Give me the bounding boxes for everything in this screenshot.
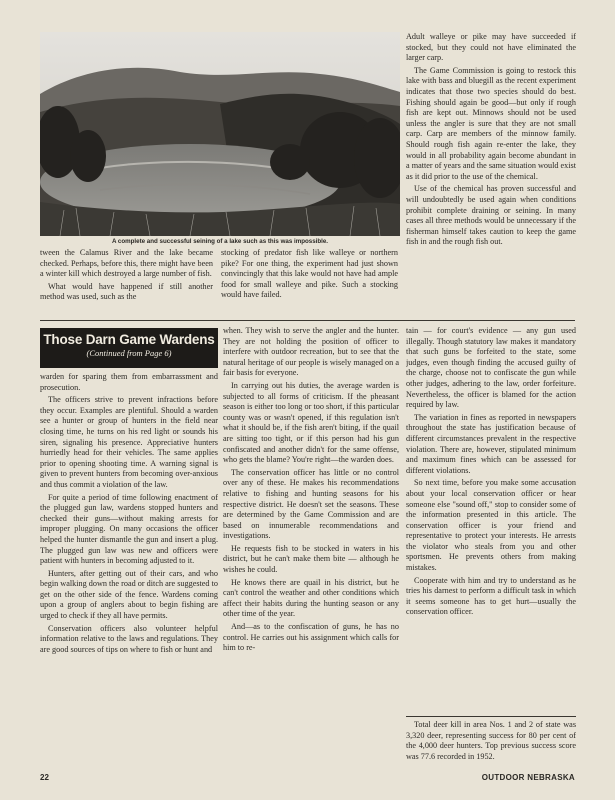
- paragraph: tain — for court's evidence — any gun used illegally. Though statutory law makes it mandatory that such guns be forfeited to the state, some judges, even though finding the accused guilty of the charge, choose not to confiscate the gun while other judges, adhering to the law, order forfeiture. Nevertheless, the officer is blamed for the action required by law.: [406, 326, 576, 410]
- paragraph: stocking of predator fish like walleye or northern pike? For one thing, the experiment had just shown convincingly that this lake would not have had ample food for small walleye and pike. Such a stocking would have failed.: [221, 248, 398, 300]
- paragraph: In carrying out his duties, the average warden is subjected to all forms of criticism. If the pheasant season is either too long or too short, if this particular county was or wasn't opened, if this regulation isn't what it should be, if the fish aren't biting, if the quail are sitting too tight, or if this person had his gun confiscated and another didn't for the same offense, who gets the blame? You're right—the warden does.: [223, 380, 399, 465]
- lake-photo: [40, 32, 400, 236]
- magazine-name: OUTDOOR NEBRASKA: [481, 773, 575, 782]
- paragraph: So next time, before you make some accusation about your local conservation officer or hear someone else "sound off," stop to consider some of the information presented in this article. The conservation officer is your friend and representative to protect your interests. He arrests the violator who steals from you and other sportsmen. He prevents others from making mistakes.: [406, 478, 576, 573]
- section-divider: [40, 320, 575, 321]
- paragraph: Use of the chemical has proven successful and will undoubtedly be used again when conditions prohibit complete draining or seining. In many cases all three methods would be unnecessary if the fisherman himself takes caution to keep the game fish in and the rough fish out.: [406, 184, 576, 247]
- paragraph: Conservation officers also volunteer helpful information relative to the laws and regulations. They are good sources of tips on where to fish or hunt and: [40, 623, 218, 654]
- paragraph: For quite a period of time following enactment of the plugged gun law, wardens stopped hunters and checked their guns—without making arrests for improper plugging. On many occasions the officer helped the hunter dismantle the gun and insert a plug. The plugged gun law was new and officers were patient with hunters in becoming adjusted to it.: [40, 492, 218, 566]
- lake-photo-image: [40, 32, 400, 236]
- photo-caption: A complete and successful seining of a lake such as this was impossible.: [111, 238, 329, 245]
- paragraph: The officers strive to prevent infractions before they occur. Examples are plentiful. Should a warden see a hunter or group of hunters in the field near closing time, he turns on his red light or sounds his siren, signaling his presence. Appreciative hunters hurriedly head for their vehicles. The same applies prior to opening shooting time. A warning signal is given to prevent hunters from becoming over-anxious and thus commit a violation of the law.: [40, 395, 218, 489]
- page-number: 22: [40, 773, 49, 782]
- article-column-2: [223, 326, 399, 768]
- paragraph: Total deer kill in area Nos. 1 and 2 of state was 3,320 deer, representing success for 80 per cent of the 4,000 deer hunters. Top previous success score was 77.6 recorded in 1952.: [406, 720, 576, 761]
- paragraph: He requests fish to be stocked in waters in his district, but he can't make them bite — although he wishes he could.: [223, 543, 399, 575]
- deer-kill-note: [406, 720, 576, 768]
- article-column-1: [40, 372, 218, 768]
- top-middle-column: [221, 248, 398, 318]
- top-left-column: [40, 248, 213, 318]
- article-title: Those Darn Game Wardens: [43, 332, 215, 347]
- paragraph: Adult walleye or pike may have succeeded if stocked, but they could not have eliminated the larger carp.: [406, 32, 576, 63]
- paragraph: warden for sparing them from embarrassment and prosecution.: [40, 372, 218, 392]
- paragraph: tween the Calamus River and the lake became checked. Perhaps, before this, there might have been a winter kill which destroyed a large number of fish.: [40, 248, 213, 279]
- article-header: [40, 328, 218, 368]
- paragraph: when. They wish to serve the angler and the hunter. They are not holding the position of officer to interfere with outdoor recreation, but to see that the natural heritage of our people is wisely managed on a fair basis for everyone.: [223, 326, 399, 378]
- paragraph: The conservation officer has little or no control over any of these. He makes his recommendations relative to fishing and hunting seasons for his respective district. He doesn't set the seasons. These are determined by the Game Commission and are based on innumerable recommendations and investigations.: [223, 467, 399, 541]
- paragraph: Cooperate with him and try to understand as he tries his darnest to perform a difficult task in which it seems someone has to get hurt—usually the conservation officer.: [406, 575, 576, 617]
- article-column-3: [406, 326, 576, 714]
- continued-note: (Continued from Page 6): [86, 348, 172, 358]
- paragraph: The Game Commission is going to restock this lake with bass and bluegill as the recent experiment indicates that those two species should do best. Fishing should again be good—but only if rough fish are kept out. Minnows should not be used unless the angler is sure that they are not small carp. Carp are members of the minnow family. Should rough fish again re-enter the lake, they would in all probability again become abundant in a matter of years and the same situation would exist as it did prior to the use of the chemical.: [406, 65, 576, 181]
- paragraph: What would have happened if still another method was used, such as the: [40, 281, 213, 302]
- filler-divider: [406, 716, 576, 717]
- top-right-column: [406, 32, 576, 317]
- paragraph: He knows there are quail in his district, but he can't control the weather and other conditions which affect their habits during the hunting season or any other time of the year.: [223, 577, 399, 619]
- paragraph: And—as to the confiscation of guns, he has no control. He carries out his assignment which calls for him to re-: [223, 622, 399, 653]
- paragraph: Hunters, after getting out of their cars, and who begin walking down the road or ditch are suggested to get on the other side of the fence. Wardens coming upon a group of anglers about to begin fishing are urged to check if they all have permits.: [40, 568, 218, 621]
- paragraph: The variation in fines as reported in newspapers throughout the state has justification because of different circumstances prevalent in the respective violation. There are, however, stipulated minimum and maximum fines which can be assessed for different violations.: [406, 412, 576, 475]
